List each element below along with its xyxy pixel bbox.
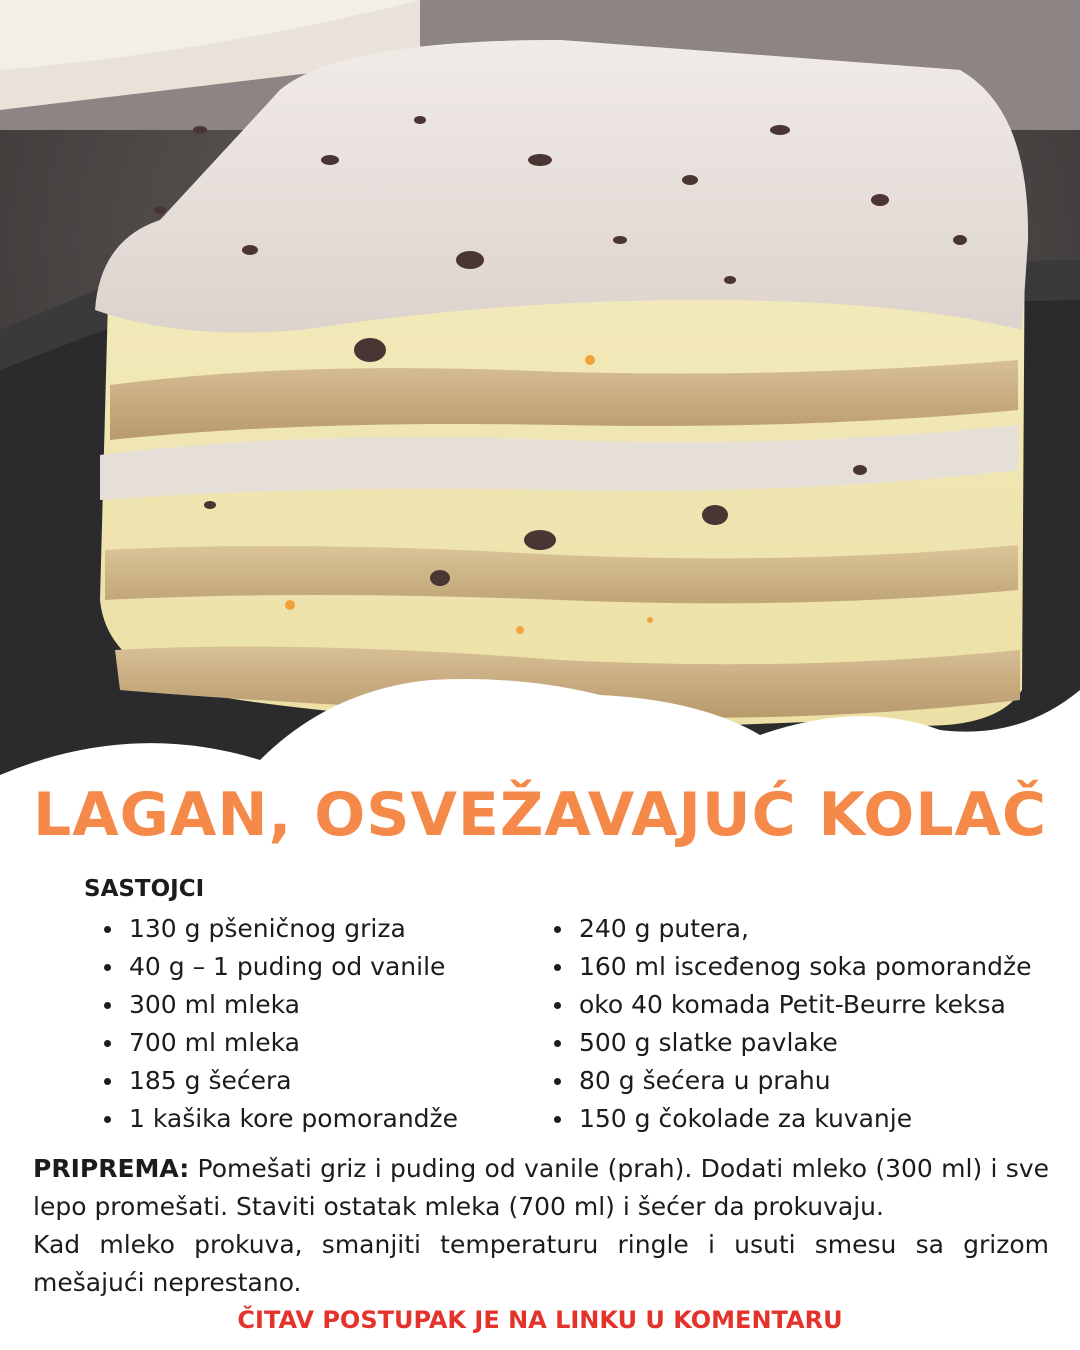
list-item: 130 g pšeničnog griza <box>102 910 458 948</box>
ingredients-list-left <box>102 910 458 1138</box>
ingredients-heading: SASTOJCI <box>84 876 205 902</box>
bullet-icon <box>104 964 111 971</box>
list-item: 80 g šećera u prahu <box>552 1062 1031 1100</box>
bullet-icon <box>554 1040 561 1047</box>
list-item: 1 kašika kore pomorandže <box>102 1100 458 1138</box>
recipe-title: LAGAN, OSVEŽAVAJUĆ KOLAČ <box>32 780 1048 850</box>
list-item: 150 g čokolade za kuvanje <box>552 1100 1031 1138</box>
bullet-icon <box>554 1002 561 1009</box>
preparation-paragraph: PRIPREMA: Pomešati griz i puding od vanile (prah). Dodati mleko (300 ml) i sve lepo promešati. Staviti ostatak mleka (700 ml) i šećer da prokuvaju. <box>33 1154 1049 1221</box>
list-item: 700 ml mleka <box>102 1024 458 1062</box>
bullet-icon <box>104 926 111 933</box>
ingredients-list-right <box>552 910 1031 1138</box>
list-item: 500 g slatke pavlake <box>552 1024 1031 1062</box>
bullet-icon <box>104 1116 111 1123</box>
list-item: 185 g šećera <box>102 1062 458 1100</box>
bullet-icon <box>554 964 561 971</box>
list-item: 160 ml isceđenog soka pomorandže <box>552 948 1031 986</box>
bullet-icon <box>554 926 561 933</box>
preparation-label: PRIPREMA: <box>33 1154 190 1183</box>
preparation-paragraph: Kad mleko prokuva, smanjiti temperaturu ringle i usuti smesu sa grizom mešajući neprestano. <box>33 1230 1049 1297</box>
list-item: oko 40 komada Petit-Beurre keksa <box>552 986 1031 1024</box>
footer-link-note: ČITAV POSTUPAK JE NA LINKU U KOMENTARU <box>237 1306 843 1334</box>
bullet-icon <box>104 1002 111 1009</box>
bullet-icon <box>554 1078 561 1085</box>
list-item: 240 g putera, <box>552 910 1031 948</box>
preparation-text <box>33 1150 1049 1302</box>
list-item: 40 g – 1 puding od vanile <box>102 948 458 986</box>
list-item: 300 ml mleka <box>102 986 458 1024</box>
bullet-icon <box>104 1040 111 1047</box>
bullet-icon <box>104 1078 111 1085</box>
bullet-icon <box>554 1116 561 1123</box>
